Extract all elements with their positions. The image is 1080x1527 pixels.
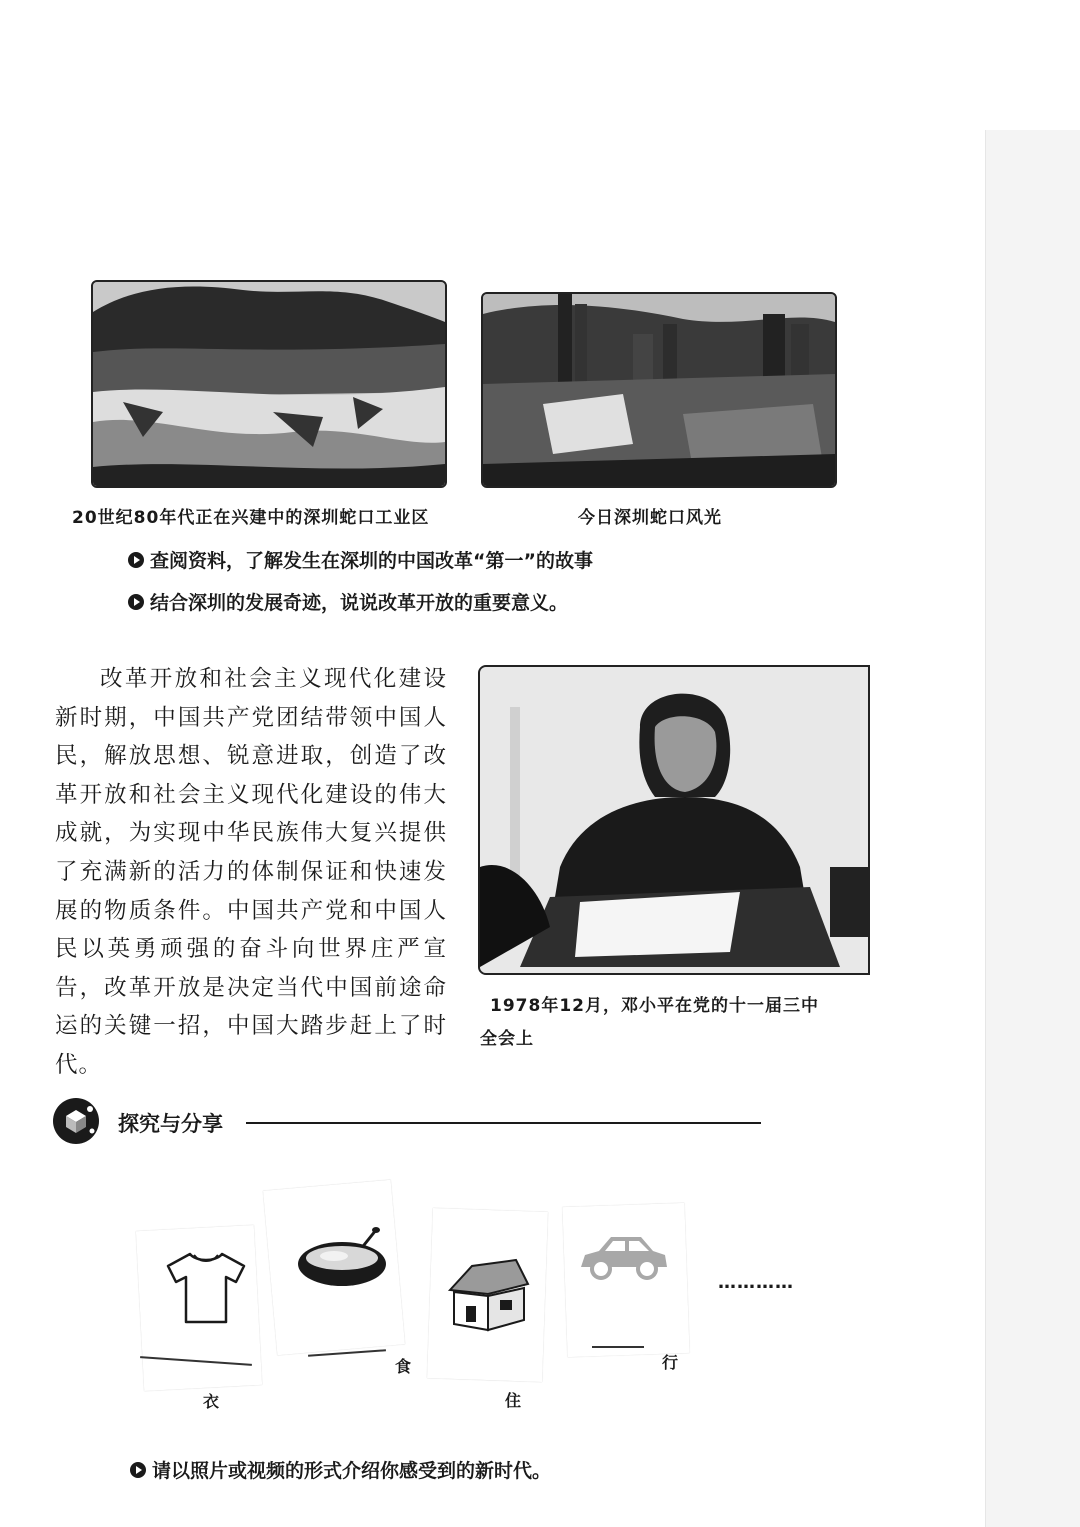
food-label: 食: [395, 1357, 412, 1376]
explore-title-rule: [246, 1122, 761, 1124]
page-edge-shadow: [985, 130, 1080, 1527]
tshirt-icon: [164, 1250, 248, 1326]
shekou-today-caption: 今日深圳蛇口风光: [578, 508, 722, 528]
explore-icon: [53, 1098, 99, 1144]
main-paragraph: 改革开放和社会主义现代化建设新时期，中国共产党团结带领中国人民，解放思想、锐意进取，创造了改革开放和社会主义现代化建设的伟大成就，为实现中华民族伟大复兴提供了充满新的活力的体制保证和快速发展的物质条件。中国共产党和中国人民以英勇顽强的奋斗向世界庄严宣告，改革开放是决定当代中国前途命运的关键一招，中国大踏步赶上了时代。: [55, 666, 447, 1078]
house-icon: [444, 1254, 530, 1334]
travel-label: 行: [662, 1353, 679, 1372]
car-icon: [577, 1231, 669, 1283]
shekou-1980s-caption: 20世纪80年代正在兴建中的深圳蛇口工业区: [72, 508, 430, 528]
task-text: 结合深圳的发展奇迹，说说改革开放的重要意义。: [150, 592, 569, 614]
shekou-1980s-photo: [91, 280, 447, 488]
play-bullet-icon: [128, 552, 144, 568]
rice-bowl-icon: [296, 1224, 392, 1298]
clothing-label: 衣: [203, 1392, 220, 1411]
task-shenzhen-firsts: [128, 546, 593, 573]
play-bullet-icon: [130, 1462, 146, 1478]
task-reform-significance: [128, 588, 568, 615]
shekou-today-photo: [481, 292, 837, 488]
deng-xiaoping-photo: [478, 665, 870, 975]
housing-label: 住: [505, 1391, 522, 1410]
portrait-caption-line1: 1978年12月，邓小平在党的十一届三中: [490, 996, 819, 1016]
task-text: 查阅资料，了解发生在深圳的中国改革“第一”的故事: [150, 550, 593, 572]
task-new-era: [130, 1456, 551, 1483]
portrait-caption-line2: 全会上: [480, 1029, 534, 1049]
play-bullet-icon: [128, 594, 144, 610]
more-ellipsis: …………: [718, 1272, 794, 1293]
explore-title: 探究与分享: [118, 1112, 223, 1136]
task-text: 请以照片或视频的形式介绍你感受到的新时代。: [152, 1460, 552, 1482]
travel-label-line: [592, 1346, 644, 1348]
